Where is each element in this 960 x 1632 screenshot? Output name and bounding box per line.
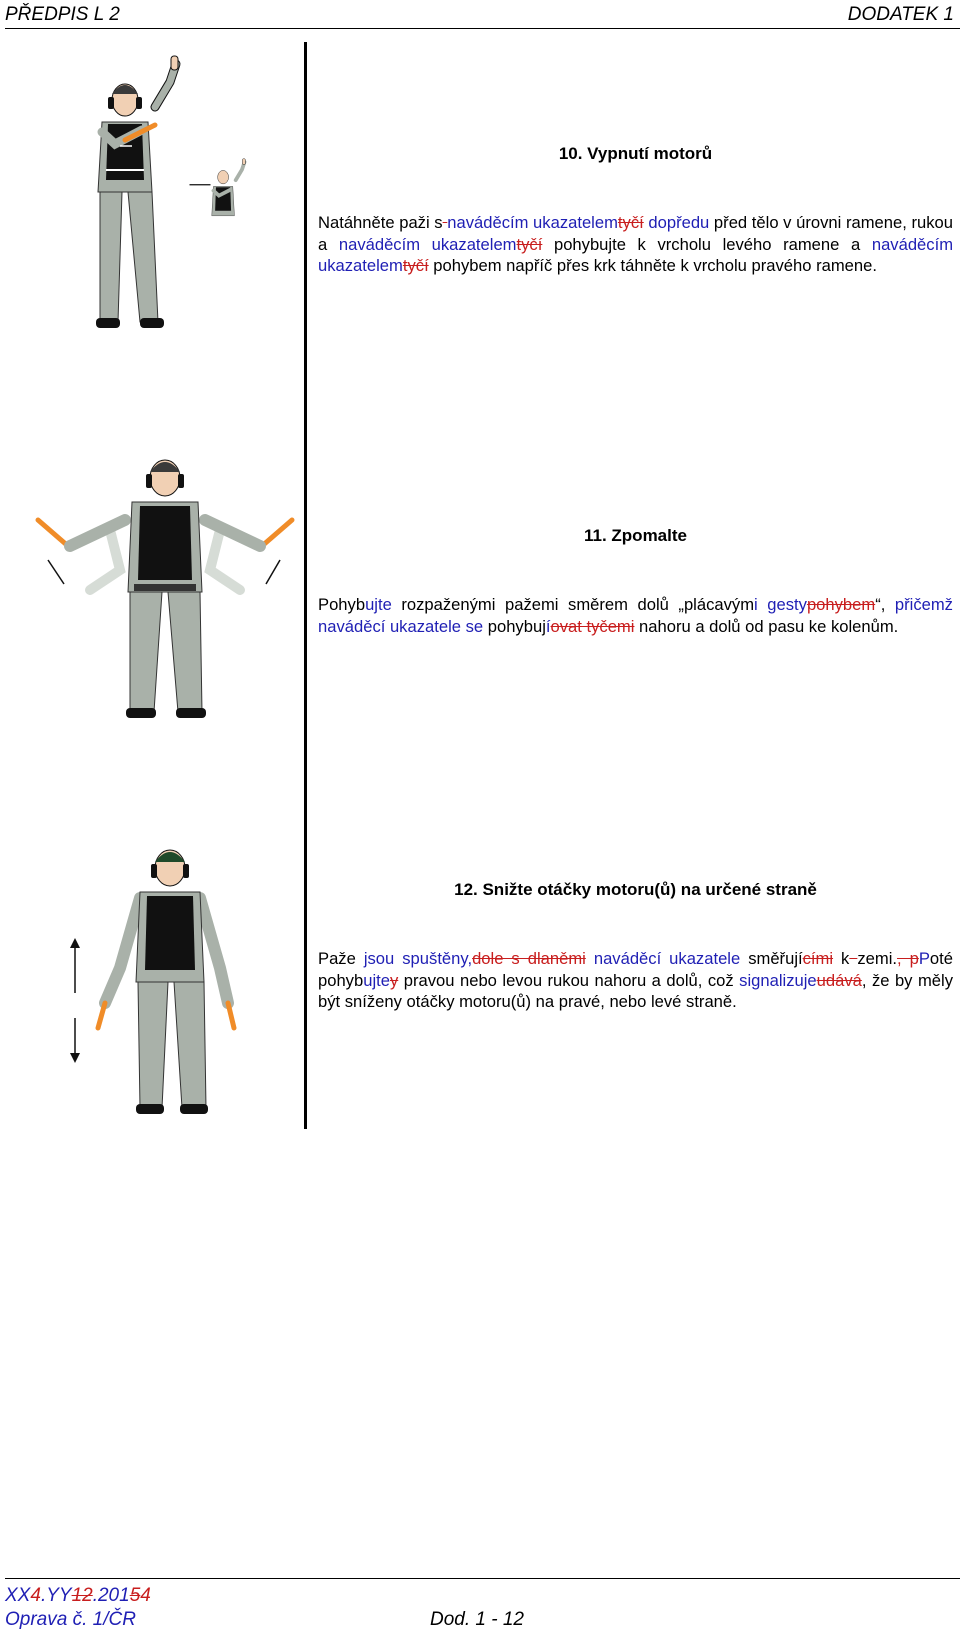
page-number: Dod. 1 - 12	[430, 1609, 524, 1630]
text-run: y	[389, 970, 399, 990]
text-run: směřují	[740, 949, 803, 968]
text-run: pohybem napříč přes krk táhněte k vrcholu pravého ramene.	[428, 256, 877, 275]
text-run: ujte	[363, 970, 390, 990]
text-run: 5	[129, 1585, 141, 1606]
text-run: pravou nebo levou rukou nahoru a dolů, což	[398, 970, 740, 990]
header-right: DODATEK 1	[847, 4, 954, 25]
text-run: naváděcím ukazatelem	[318, 234, 954, 275]
text-run	[758, 595, 768, 614]
text-run: naváděcím ukazatelem	[447, 213, 618, 232]
text-run: í	[545, 616, 551, 636]
section-title: 10. Vypnutí motorů	[558, 144, 713, 163]
text-run: XX	[5, 1585, 31, 1606]
text-run: , že by měly být sníženy otáčky motoru(ů) na pravé, nebo levé straně.	[318, 970, 953, 1011]
footer-amendment: Oprava č. 1/ČR	[5, 1609, 136, 1630]
text-run: přičemž naváděcí ukazatele se	[318, 595, 953, 636]
marshaller-reduce-engine-figure	[60, 838, 280, 1128]
page-header	[5, 2, 960, 29]
section-text	[318, 594, 953, 637]
header-left: PŘEDPIS L 2	[5, 4, 120, 25]
section-title: 12. Snižte otáčky motoru(ů) na určené straně	[454, 880, 817, 899]
section-text	[318, 948, 953, 1013]
text-run: před tělo v úrovni ramene, rukou a	[318, 213, 953, 254]
text-run: k	[833, 949, 850, 968]
text-run: pohybujte k vrcholu levého ramene a	[542, 234, 872, 254]
vertical-divider	[304, 42, 307, 1129]
text-run: “,	[875, 595, 895, 614]
section-title: 11. Zpomalte	[584, 526, 687, 545]
footer-date	[5, 1585, 151, 1607]
text-run: tyčí	[617, 213, 644, 232]
text-run: naváděcí ukazatele	[585, 949, 741, 968]
text-run: rozpaženými pažemi směrem dolů „plácavým	[391, 595, 755, 614]
section-text	[318, 212, 953, 277]
text-run: tyčí	[516, 234, 543, 254]
text-run: , p	[897, 949, 919, 968]
text-run: 4	[140, 1585, 151, 1606]
text-run: dopředu	[643, 213, 710, 232]
text-run: Paže	[318, 949, 364, 968]
text-run: ovat tyčemi	[550, 616, 635, 636]
marshaller-slow-down-figure	[30, 450, 300, 740]
text-run: ujte	[365, 595, 392, 614]
text-run: signalizuje	[739, 970, 817, 990]
text-run: .201	[92, 1585, 130, 1606]
page-footer	[5, 1578, 960, 1630]
text-run: oté pohyb	[318, 949, 953, 990]
text-run: naváděcím ukazatelem	[338, 234, 517, 254]
text-run: Pohyb	[318, 595, 366, 614]
text-run: jsou spuštěny,	[363, 949, 473, 968]
text-run: pohybem	[806, 595, 876, 614]
text-run: dole s dlaněmi	[472, 949, 586, 968]
text-run: tyčí	[402, 256, 429, 275]
text-run: 12	[71, 1585, 93, 1606]
text-run: P	[918, 949, 930, 968]
text-run: cími	[802, 949, 834, 968]
text-run: i	[754, 595, 758, 614]
text-run: 4	[30, 1585, 41, 1606]
text-run: gesty	[767, 595, 807, 614]
text-run: pohybuj	[483, 616, 546, 636]
text-run: Natáhněte paži s	[318, 213, 443, 232]
text-run: zemi.	[857, 949, 897, 968]
text-run: nahoru a dolů od pasu ke kolenům.	[634, 616, 899, 636]
text-run: .YY	[40, 1585, 72, 1606]
text-run: udává	[816, 970, 862, 990]
marshaller-engine-cutoff-figure	[70, 52, 280, 352]
